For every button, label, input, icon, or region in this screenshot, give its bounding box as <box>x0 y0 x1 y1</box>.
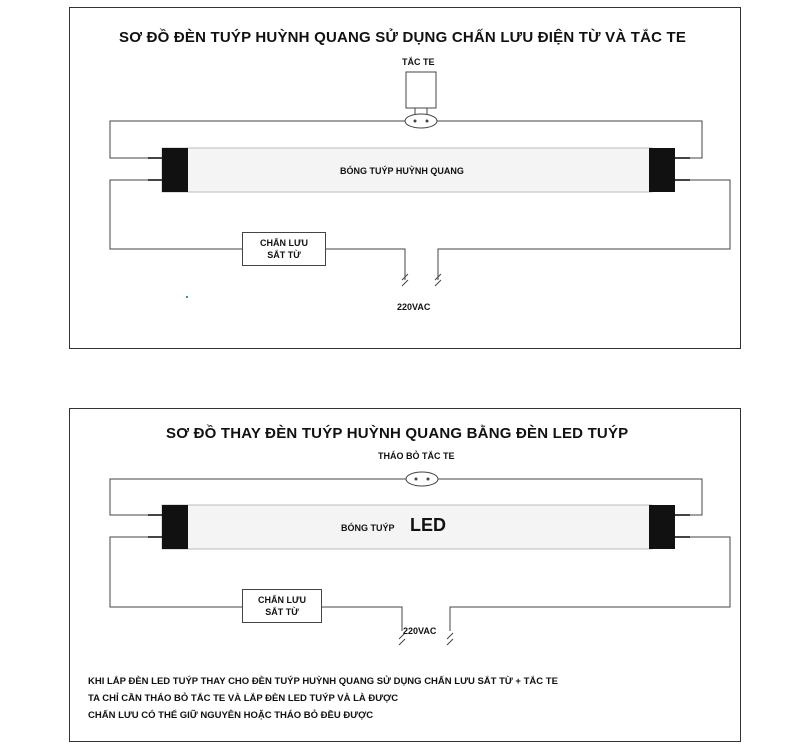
starter-label: TẮC TE <box>402 57 435 67</box>
ballast-label-line2: SẮT TỪ <box>265 607 299 617</box>
tube-end-cap-left <box>162 148 188 192</box>
starter-socket-empty <box>406 472 438 486</box>
starter-contact <box>427 478 430 481</box>
starter-contact <box>426 120 429 123</box>
note-line-3: CHẤN LƯU CÓ THỂ GIỮ NGUYÊN HOẶC THÁO BỎ ĐỀU ĐƯỢC <box>88 710 374 721</box>
diagram-fluorescent-panel <box>69 7 741 349</box>
supply-terminal-right <box>447 633 453 645</box>
ballast-box <box>242 589 322 623</box>
tube-end-cap-left <box>162 505 188 549</box>
wire-ballast-to-supply <box>322 607 402 631</box>
tube-label: BÓNG TUÝP HUỲNH QUANG <box>340 166 464 176</box>
voltage-label: 220VAC <box>403 626 437 636</box>
wire-ballast-to-supply <box>326 249 405 280</box>
starter-contact <box>414 120 417 123</box>
ballast-label-line1: CHẤN LƯU <box>258 595 306 605</box>
tube-end-cap-right <box>649 148 675 192</box>
starter-removed-label: THÁO BỎ TẮC TE <box>378 451 455 461</box>
tube-label-led: LED <box>410 515 446 535</box>
note-line-2: TA CHỈ CẦN THÁO BỎ TẮC TE VÀ LẮP ĐÈN LED TUÝP VÀ LÀ ĐƯỢC <box>88 693 399 704</box>
ballast-label-line1: CHẤN LƯU <box>260 238 308 248</box>
starter-contact <box>415 478 418 481</box>
green-speck <box>186 296 188 298</box>
ballast-label-line2: SẮT TỪ <box>267 250 301 260</box>
starter-body <box>406 72 436 108</box>
diagram-title: SƠ ĐỒ ĐÈN TUÝP HUỲNH QUANG SỬ DỤNG CHẤN LƯU ĐIỆN TỪ VÀ TẮC TE <box>119 29 687 46</box>
tube-end-cap-right <box>649 505 675 549</box>
led-tube <box>162 505 652 549</box>
diagram-led-panel <box>69 408 741 742</box>
ballast-box <box>242 232 326 266</box>
wire-right-to-supply <box>450 537 730 631</box>
starter-socket <box>405 114 437 128</box>
notes <box>88 673 558 724</box>
wire-right-to-supply <box>438 180 730 280</box>
note-line-1: KHI LẮP ĐÈN LED TUÝP THAY CHO ĐÈN TUÝP HUỲNH QUANG SỬ DỤNG CHẤN LƯU SẮT TỪ + TẮC TE <box>88 676 558 687</box>
voltage-label: 220VAC <box>397 302 431 312</box>
tube-label-small: BÓNG TUÝP <box>341 523 395 533</box>
diagram-title: SƠ ĐỒ THAY ĐÈN TUÝP HUỲNH QUANG BẰNG ĐÈN LED TUÝP <box>166 425 629 442</box>
